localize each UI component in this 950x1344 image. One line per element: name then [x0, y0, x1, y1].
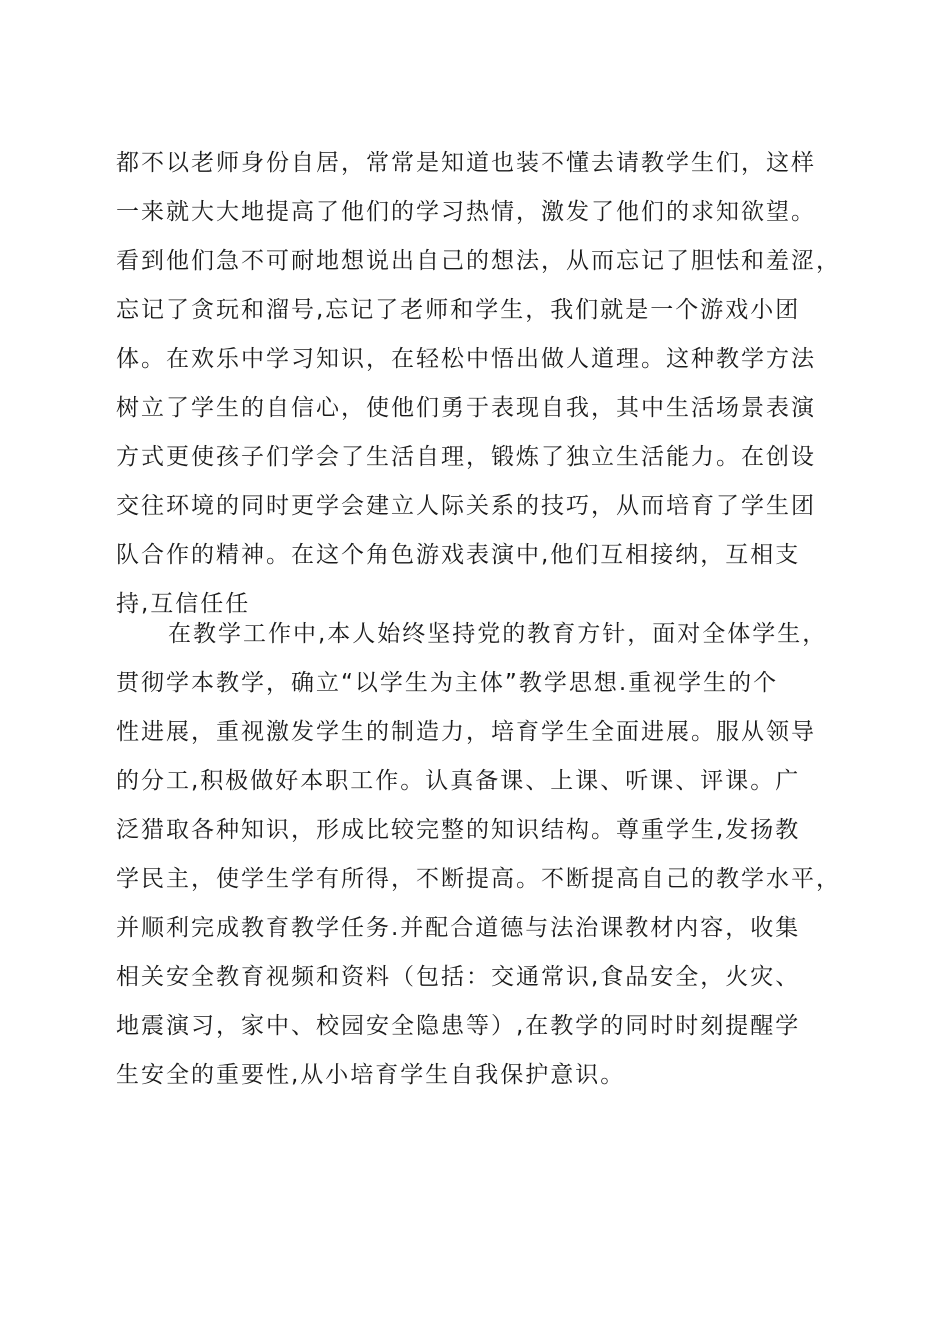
paragraph-line: 并顺利完成教育教学任务.并配合道德与法治课教材内容，收集 — [116, 915, 801, 941]
paragraph-line: 忘记了贪玩和溜号,忘记了老师和学生，我们就是一个游戏小团 — [116, 297, 801, 323]
paragraph-line: 一来就大大地提高了他们的学习热情，激发了他们的求知欲望。 — [116, 199, 816, 225]
paragraph-2 — [116, 610, 846, 1100]
paragraph-line: 生安全的重要性,从小培育学生自我保护意识。 — [116, 1062, 626, 1088]
paragraph-line: 学民主，使学生学有所得，不断提高。不断提高自己的教学水平， — [116, 866, 841, 892]
paragraph-line: 交往环境的同时更学会建立人际关系的技巧，从而培育了学生团 — [116, 493, 816, 519]
paragraph-line: 性进展，重视激发学生的制造力，培育学生全面进展。服从领导 — [116, 719, 816, 745]
paragraph-line: 的分工,积极做好本职工作。认真备课、上课、听课、评课。广 — [116, 768, 801, 794]
paragraph-line: 树立了学生的自信心，使他们勇于表现自我，其中生活场景表演 — [116, 395, 816, 421]
paragraph-line: 贯彻学本教学，确立“以学生为主体”教学思想.重视学生的个 — [116, 670, 779, 696]
paragraph-line: 都不以老师身份自居，常常是知道也装不懂去请教学生们，这样 — [116, 150, 816, 176]
paragraph-line: 相关安全教育视频和资料（包括：交通常识,食品安全，火灾、 — [116, 964, 801, 990]
paragraph-1 — [116, 139, 846, 629]
paragraph-line: 泛猎取各种知识，形成比较完整的知识结构。尊重学生,发扬教 — [116, 817, 801, 843]
paragraph-line: 持,互信任任 — [116, 591, 251, 617]
paragraph-line: 方式更使孩子们学会了生活自理，锻炼了独立生活能力。在创设 — [116, 444, 816, 470]
paragraph-line: 看到他们急不可耐地想说出自己的想法，从而忘记了胆怯和羞涩， — [116, 248, 841, 274]
paragraph-line: 地震演习，家中、校园安全隐患等）,在教学的同时时刻提醒学 — [116, 1013, 801, 1039]
paragraph-line: 体。在欢乐中学习知识，在轻松中悟出做人道理。这种教学方法 — [116, 346, 816, 372]
paragraph-first-line: 在教学工作中,本人始终坚持党的教育方针，面对全体学生， — [168, 621, 828, 647]
paragraph-line: 队合作的精神。在这个角色游戏表演中,他们互相接纳，互相支 — [116, 542, 801, 568]
